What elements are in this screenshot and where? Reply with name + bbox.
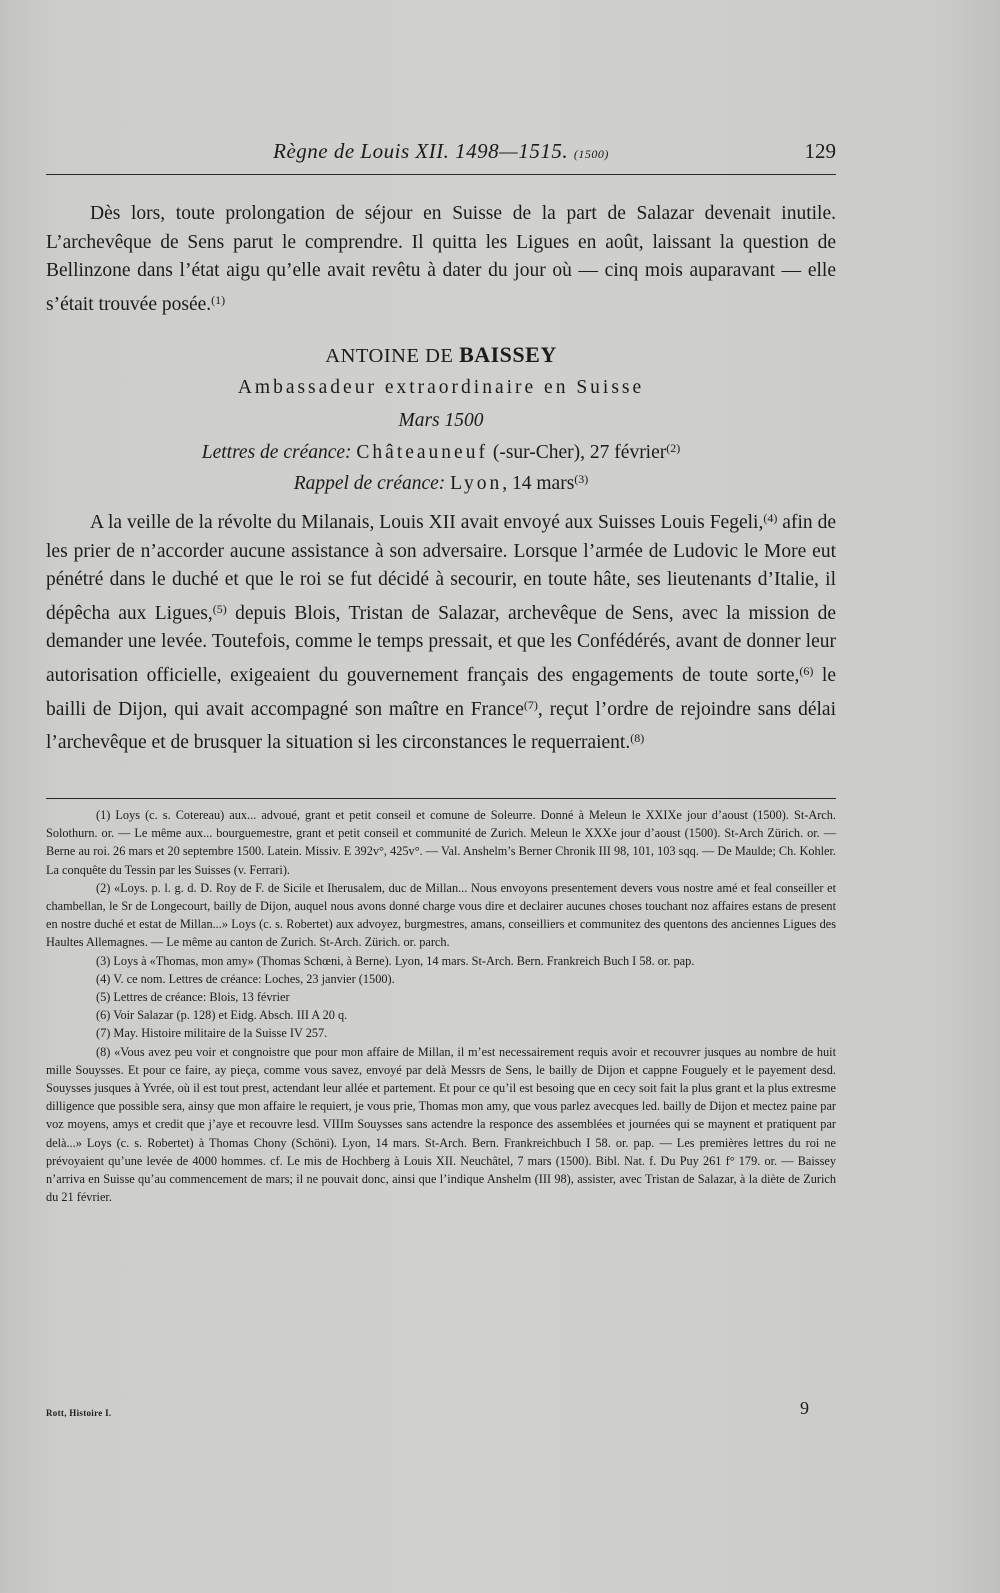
recall-label: Rappel de créance: <box>293 473 446 494</box>
footnote-3: (3) Loys à «Thomas, mon amy» (Thomas Schœni, à Berne). Lyon, 14 mars. St-Arch. Bern. Frankreich Buch I 58. or. pap. <box>96 953 695 968</box>
body-text-2: afin de les prier de n’accorder aucune assistance à son adversaire. Lorsque l’armée de Ludovic le More eut pénétré dans le duché et que le roi se fut décidé à secourir, en toute hâte, ses lieutenants d’Italie, il dépêcha aux Ligues, <box>46 512 836 624</box>
footnote-5: (5) Lettres de créance: Blois, 13 février <box>96 990 290 1005</box>
footnote-2: (2) «Loys. p. l. g. d. D. Roy de F. de Sicile et Iherusalem, duc de Millan... Nous envoyons presentement devers vous nostre amé et feal conseiller et chambellan, le Sr de Longecourt, bailly de Dijon, auquel nous avons donné charge vous dire et declairer aucunes choses touchant noz affaires estans de present en nostre duché et estat de Millan...» Loys (c. s. Robertet) aux advoyez, burgmestres, amans, conseilliers et communitez des quentons des anciennes Ligues des Haultes Allemagnes. — Le même au canton de Zurich. St-Arch. Zürich. or. parch. <box>46 880 836 950</box>
printer-signature: Rott, Histoire I. <box>46 1408 112 1418</box>
footnote-4: (4) V. ce nom. Lettres de créance: Loches, 23 janvier (1500). <box>96 971 395 986</box>
letters-place: Châteauneuf <box>356 442 488 463</box>
footnote-ref: (7) <box>523 697 538 712</box>
footnote-1: (1) Loys (c. s. Cotereau) aux... advoué, grant et petit conseil et comune de Soleurre. Donné à Meleun le XXIXe jour d’aoust (1500). St-Arch. Solothurn. or. — Le même aux... bourguemestre, grant et petit conseil et communité de Zurich. Meleun le XXXe jour d’aoust (1500). St-Arch Zürich. or. — Berne au roi. 26 mars et 20 septembre 1500. Latein. Missiv. E 392v°, 425v°. — Val. Anshelm’s Berner Chronik III 98, 101, 103 sqq. — De Maulde; Ch. Kohler. La conquête du Tessin par les Suisses (v. Ferrari). <box>46 808 836 877</box>
sheet-number: 9 <box>800 1398 809 1418</box>
footnote-7: (7) May. Histoire militaire de la Suisse IV 257. <box>96 1026 328 1041</box>
footnote-8: (8) «Vous avez peu voir et congnoistre que pour mon affaire de Millan, il m’est necessairement requis avoir et recouvrer jusques au nombre de huit mille Souysses. Et pour ce faire, ay pieça, comme vous savez, envoyé par delà Messrs de Sens, le bailly de Dijon et cappne Fouguely et le payement desd. Souysses jusques à Yvrée, où il est tout prest, actendant leur allée et partement. Et pour ce qu’il est besoing que en cecy soit fait la plus grant et la plus extresme dilligence que possible sera, ainsy que mon affaire le requiert, je vous prie, Thomas mon amy, que vous parlez avecques led. bailly de Dijon et mectez paine par voz moyens, amys et credit que j’aye et recouvre lesd. VIIIm Souysses sans actendre la responce des assemblées et journées qui se maynent et pratiquent par delà...» Loys (c. s. Robertet) à Thomas Chony (Schöni). Lyon, 14 mars. St-Arch. Bern. Frankreichbuch I 58. or. pap. — Les premières lettres du roi ne prévoyaient qu’une levée de 4000 hommes. cf. Le mis de Hochberg à Louis XII. Neuchâtel, 7 mars (1500). Bibl. Nat. f. Du Puy 261 f° 179. or. — Baissey n’arriva en Suisse qu’au commencement de mars; il ne pouvait donc, ainsi que l’indique Anshelm (III 98), assister, avec Tristan de Salazar, à la diète de Zurich du 21 février. <box>46 1044 836 1205</box>
main-paragraph <box>46 504 836 758</box>
footnote-ref: (6) <box>799 663 814 678</box>
body-text-4: le bailli de Dijon, qui avait accompagné son maître en France <box>46 664 836 720</box>
footnote-ref: (5) <box>212 601 227 616</box>
intro-text: Dès lors, toute prolongation de séjour en Suisse de la part de Salazar devenait inutile. L’archevêque de Sens parut le comprendre. Il quitta les Ligues en août, laissant la question de Bellinzone dans l’état aigu qu’elle avait revêtu à dater du jour où — cinq mois auparavant — elle s’était trouvée posée. <box>46 203 836 315</box>
section-title-first: ANTOINE DE <box>325 345 460 367</box>
letters-label: Lettres de créance: <box>201 442 352 463</box>
footnote-6: (6) Voir Salazar (p. 128) et Eidg. Absch. III A 20 q. <box>96 1008 348 1023</box>
recall-place: Lyon <box>450 473 503 494</box>
footnotes-rule <box>46 798 836 799</box>
body-text-3: depuis Blois, Tristan de Salazar, archevêque de Sens, avec la mission de demander une levée. Toutefois, comme le temps pressait, et que les Confédérés, avant de donner leur autorisation officielle, exigeaient du gouvernement français des engagements de toute sorte, <box>46 602 836 686</box>
running-head <box>46 139 836 164</box>
footnotes <box>46 806 836 1206</box>
body-text-1: A la veille de la révolte du Milanais, Louis XII avait envoyé aux Suisses Louis Fegeli, <box>90 512 764 533</box>
footnote-ref: (2) <box>666 441 681 455</box>
page-number: 129 <box>804 139 836 163</box>
header-rule <box>46 174 836 175</box>
recall-of-credence <box>46 472 836 495</box>
letters-rest: (-sur-Cher), 27 février <box>487 442 667 463</box>
recall-rest: , 14 mars <box>502 473 575 494</box>
footnote-ref: (1) <box>211 292 226 307</box>
section-date: Mars 1500 <box>398 410 484 431</box>
footnote-ref: (8) <box>630 731 645 746</box>
letters-of-credence <box>46 441 836 464</box>
section-title-last: BAISSEY <box>459 342 557 367</box>
page-header <box>46 139 836 173</box>
intro-paragraph <box>46 200 836 319</box>
running-title: Règne de Louis XII. 1498—1515. <box>273 139 569 163</box>
section-subtitle: Ambassadeur extraordinaire en Suisse <box>237 377 645 398</box>
footnote-ref: (3) <box>574 472 589 486</box>
running-year: (1500) <box>573 147 609 161</box>
footnote-ref: (4) <box>763 511 778 525</box>
body-text-5: , reçut l’ordre de rejoindre sans délai l’archevêque et de brusquer la situation si les circonstances le requerraient. <box>46 698 837 754</box>
section-title <box>46 342 836 368</box>
